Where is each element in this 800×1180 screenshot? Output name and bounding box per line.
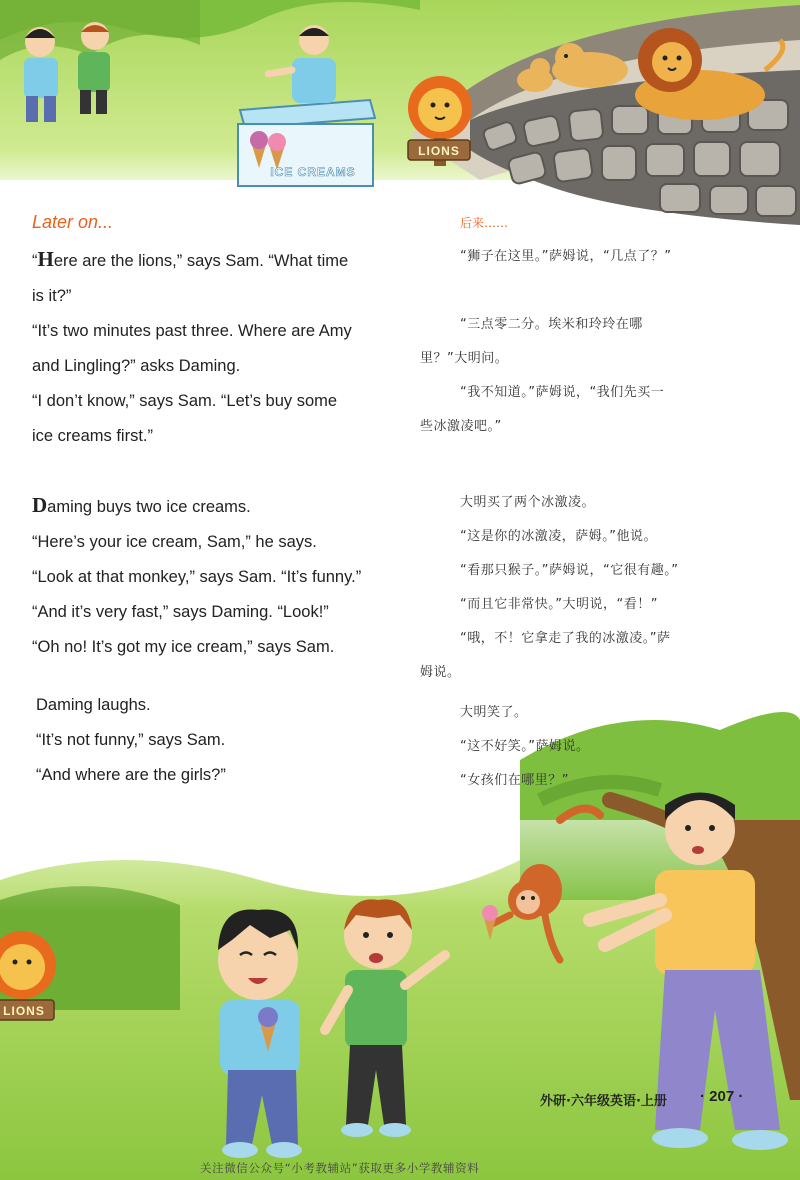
english-line: “Here are the lions,” says Sam. “What time xyxy=(32,247,349,271)
book-title: 外研·六年级英语·上册 xyxy=(540,1094,667,1109)
chinese-paragraph-1 xyxy=(420,240,770,444)
english-paragraph-2 xyxy=(32,488,432,665)
ice-cream-sign-label: ICE CREAMS xyxy=(270,165,356,179)
drop-letter: D xyxy=(32,493,48,517)
chinese-line: “而且它非常快。”大明说，“看！” xyxy=(460,597,658,612)
chinese-line: “看那只猴子。”萨姆说，“它很有趣。” xyxy=(460,563,679,578)
chinese-line: “三点零二分。埃米和玲玲在哪 xyxy=(460,317,643,332)
chinese-line: 些冰激凌吧。” xyxy=(420,419,502,434)
ice-cream-cart xyxy=(238,100,375,186)
chinese-line: “女孩们在哪里？” xyxy=(460,773,569,788)
chinese-line: 大明笑了。 xyxy=(460,705,528,720)
english-line: “I don’t know,” says Sam. “Let’s buy some xyxy=(32,392,338,410)
english-line: and Lingling?” asks Daming. xyxy=(32,357,241,375)
chinese-line: “这不好笑。”萨姆说。 xyxy=(460,739,590,754)
drop-letter: H xyxy=(37,247,54,271)
chinese-line: “我不知道。”萨姆说，“我们先买一 xyxy=(460,385,665,400)
english-line: “Oh no! It’s got my ice cream,” says Sam. xyxy=(32,638,335,656)
english-line: “Here’s your ice cream, Sam,” he says. xyxy=(32,533,317,551)
chinese-paragraph-3 xyxy=(420,696,770,798)
top-scene xyxy=(0,0,800,225)
lion-sign-top-label: LIONS xyxy=(418,144,460,158)
english-line: is it?” xyxy=(32,287,72,305)
section-heading-en: Later on... xyxy=(32,212,114,232)
chinese-line: “狮子在这里。”萨姆说，“几点了？” xyxy=(460,249,672,264)
chinese-line: “这是你的冰激凌，萨姆。”他说。 xyxy=(460,529,657,544)
page-number: · 207 · xyxy=(700,1088,744,1105)
chinese-paragraph-2 xyxy=(420,486,780,690)
english-paragraph-3 xyxy=(36,688,436,793)
chinese-line: 姆说。 xyxy=(420,665,461,680)
english-line: “It’s two minutes past three. Where are Amy xyxy=(32,322,352,340)
english-line: “And it’s very fast,” says Daming. “Look!” xyxy=(32,603,329,621)
chinese-line: 大明买了两个冰激凌。 xyxy=(460,495,596,510)
lion-sign-top xyxy=(408,76,472,166)
lion-sign-bottom xyxy=(0,931,56,1020)
english-paragraph-1 xyxy=(32,242,432,454)
english-line: “Look at that monkey,” says Sam. “It’s funny.” xyxy=(32,568,362,586)
english-line: Daming laughs. xyxy=(36,696,151,714)
chinese-line: 里？”大明问。 xyxy=(420,351,509,366)
english-line: “It’s not funny,” says Sam. xyxy=(36,731,226,749)
lion-sign-bottom-label: LIONS xyxy=(3,1004,45,1018)
english-line: Daming buys two ice creams. xyxy=(32,493,251,517)
english-line: “And where are the girls?” xyxy=(36,766,226,784)
watermark-text: 关注微信公众号“小考教辅站”获取更多小学教辅资料 xyxy=(200,1161,480,1175)
chinese-line: “哦，不！它拿走了我的冰激凌。”萨 xyxy=(460,631,671,646)
english-line: ice creams first.” xyxy=(32,427,154,445)
section-heading-zh: 后来…… xyxy=(460,216,509,230)
